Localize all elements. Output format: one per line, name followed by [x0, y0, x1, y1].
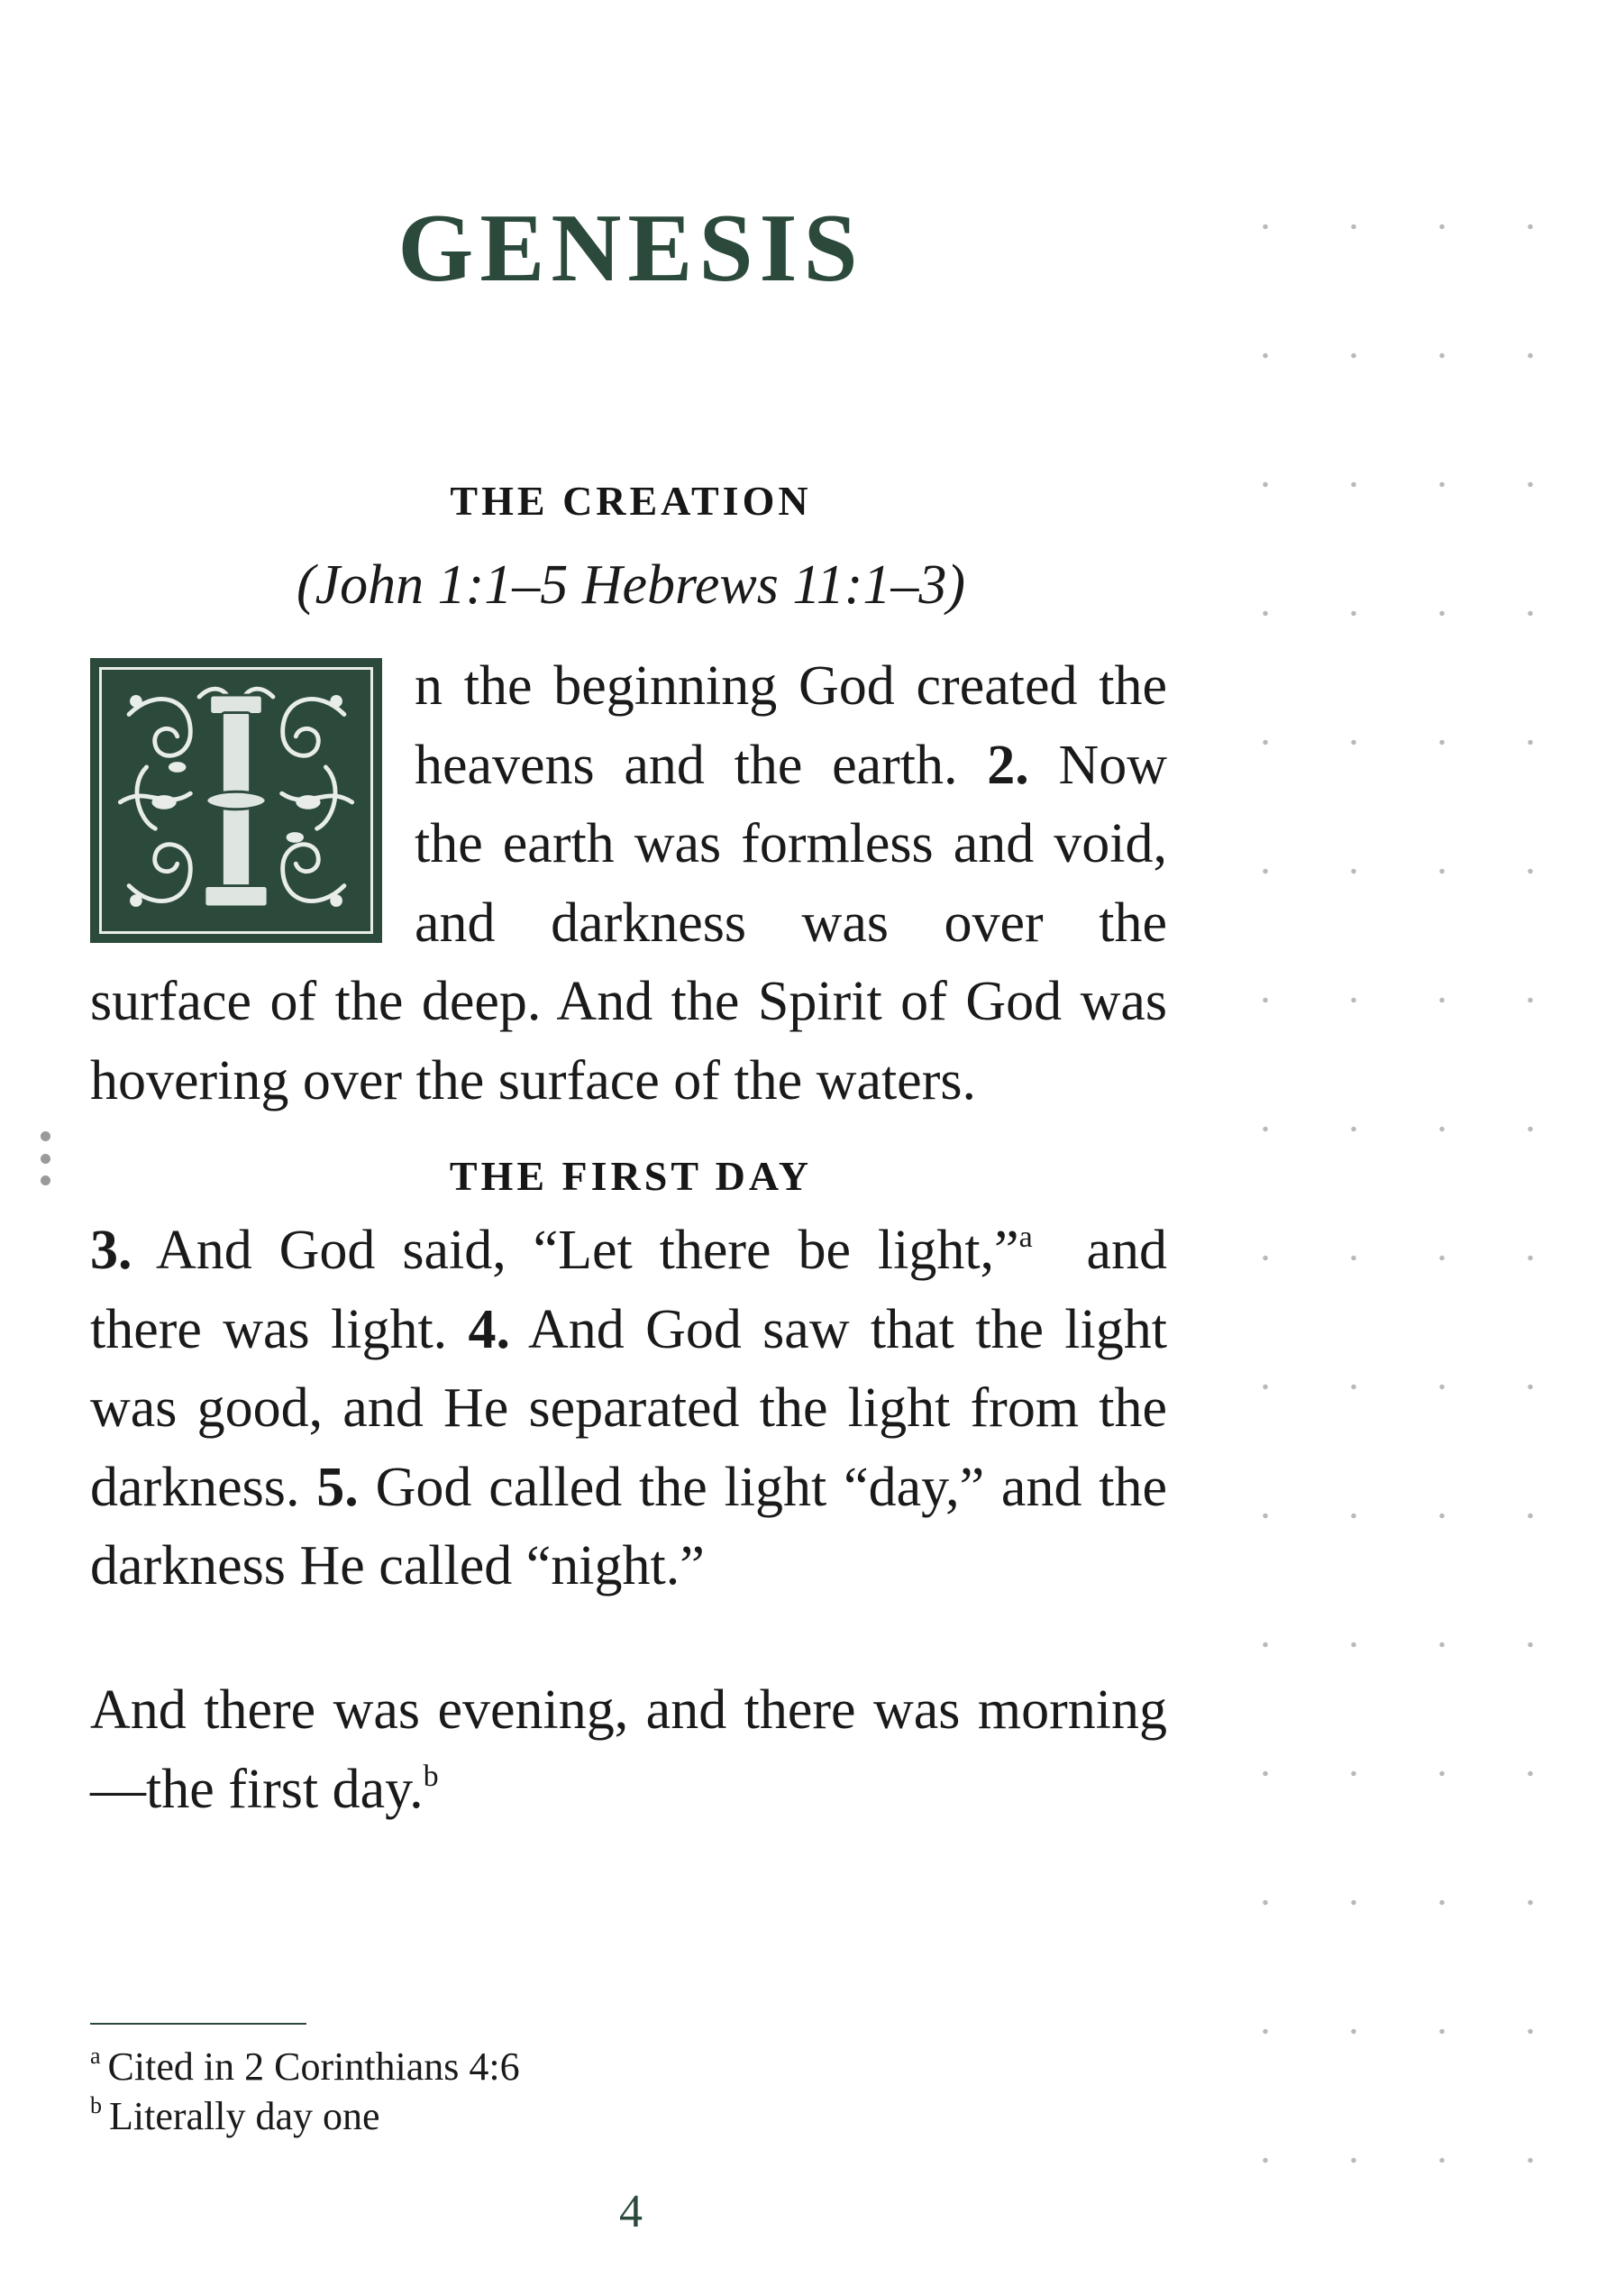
verse-4-number: 4. [468, 1298, 511, 1360]
verse-4-text: And God saw that the light was good, and He separated the light from the darkness. [90, 1298, 1167, 1518]
illuminated-dropcap [90, 658, 382, 943]
closing-text: And there was evening, and there was morning —the first day. [90, 1679, 1167, 1820]
verse-2-number: 2. [987, 734, 1029, 796]
passage-first-day [90, 1212, 1167, 1606]
section-heading-first-day: THE FIRST DAY [449, 1153, 813, 1199]
section-heading-creation: THE CREATION [450, 478, 812, 524]
cross-reference: (John 1:1–5 Hebrews 11:1–3) [296, 554, 966, 616]
page-number: 4 [619, 2186, 643, 2237]
verse-3-text-b: and there was light. [90, 1220, 1167, 1360]
footnote-b [90, 2094, 380, 2136]
footnote-a [90, 2044, 520, 2087]
footnote-ref-b[interactable]: b [423, 1759, 439, 1793]
footnote-mark-a: a [90, 2043, 101, 2069]
dot-grid-margin [1221, 162, 1582, 2182]
verse-3-text-a: And God said, “Let there be light,” [155, 1220, 1019, 1281]
verse-5-number: 5. [316, 1456, 359, 1518]
dropcap-letter [94, 662, 379, 939]
passage-closing [90, 1671, 1167, 1829]
footnote-mark-b: b [90, 2092, 102, 2118]
verse-5-text: God called the light “day,” and the darkness He called “night.” [90, 1456, 1168, 1596]
footnote-ref-a[interactable]: a [1018, 1221, 1033, 1254]
verse-3-number: 3. [90, 1220, 132, 1281]
passage-creation [90, 647, 1167, 1121]
verse-1-text: n the beginning God created the heavens and the earth. [415, 655, 1167, 796]
verse-2-text: Now the earth was formless and void, and darkness was over the surface of the deep. And the Spirit of God was hovering over the surface of the waters. [90, 734, 1168, 1111]
footnote-text-b: Literally day one [109, 2094, 380, 2138]
vertical-ellipsis-icon[interactable] [38, 1131, 52, 1185]
book-title: GENESIS [397, 195, 864, 302]
footnote-text-a: Cited in 2 Corinthians 4:6 [107, 2044, 520, 2089]
footnote-divider [90, 2023, 306, 2025]
